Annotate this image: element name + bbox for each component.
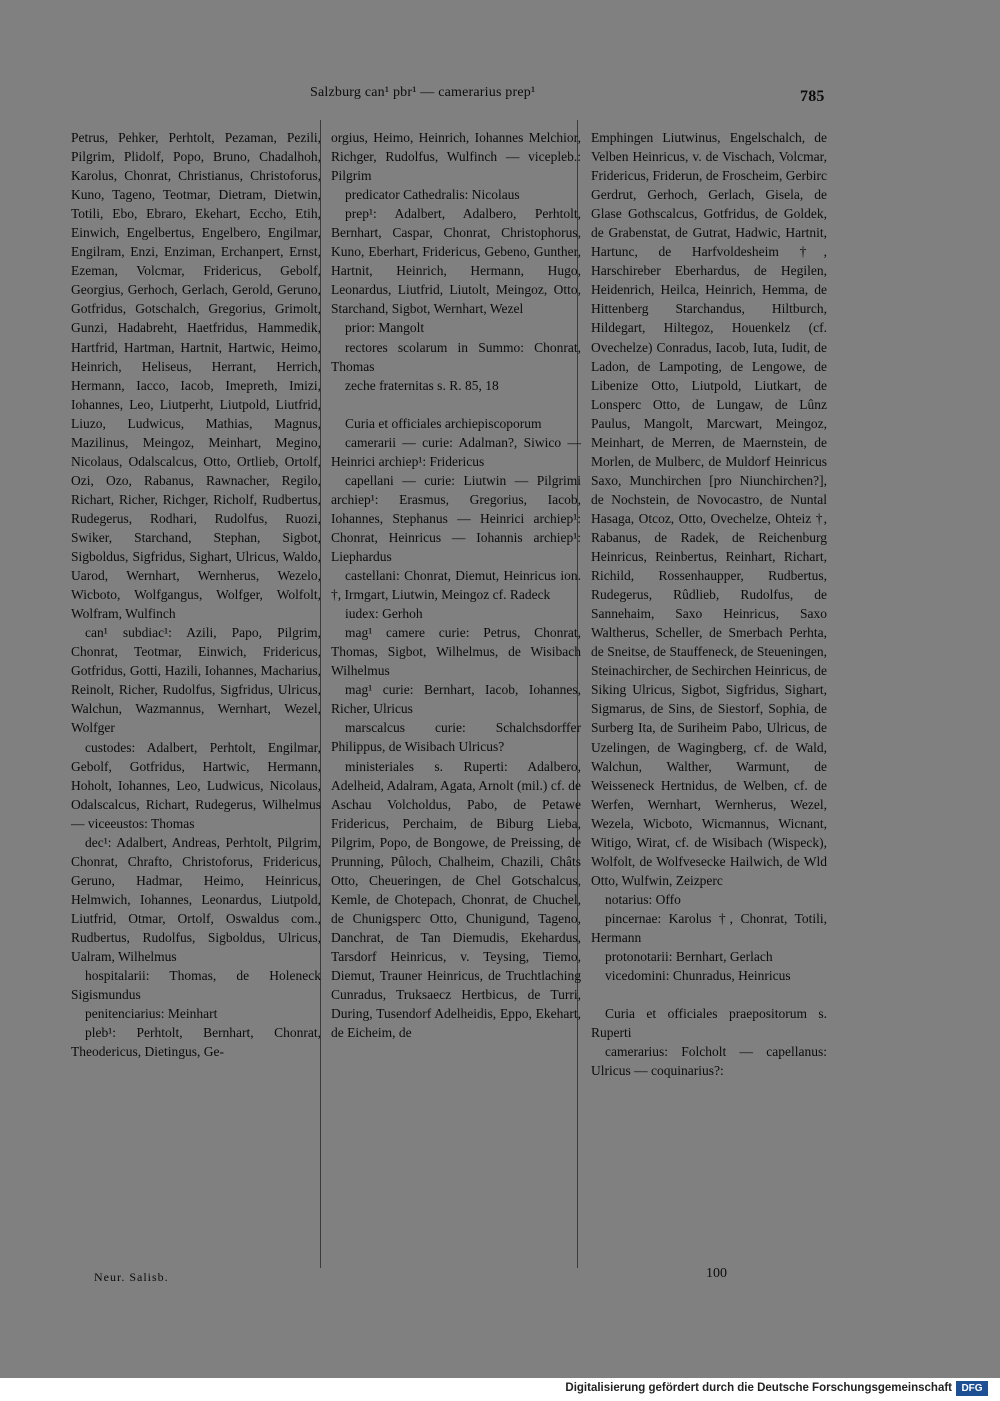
- printer-signature: Neur. Salisb.: [94, 1270, 169, 1284]
- entry: hospitalarii: Thomas, de Holeneck Sigismundus: [71, 968, 321, 1003]
- entry: ministeriales s. Ruperti: Adalbero, Adelheid, Adalram, Agata, Arnolt (mil.) cf. de Aschau Volcholdus, Pabo, de Petawe Fridericus, Perchaim, de Biburg Lieba, Pilgrim, Popo, de Bongowe, de Preissing, de Prunning, Pûloch, Chalheim, Chazili, Châts Otto, Cheueringen, de Chel Gotschalcus, Kemle, de Chotepach, Chonrat, de Chuchel, de Chunigsperc Otto, Chunigund, Tageno, Danchrat, de Tan Diemudis, Ekehardus, Tarsdorf Heinricus, v. Teysing, Tiemo, Diemut, Trauner Heinricus, de Truchtlaching Cunradus, Truksaecz Hertbicus, de Turri, During, Tusendorf Adelheidis, Eppo, Ekehart, de Eicheim, de: [331, 758, 581, 1041]
- entry: predicator Cathedralis: Nicolaus: [345, 187, 520, 203]
- entry: custodes: Adalbert, Perhtolt, Engilmar, Gebolf, Gotfridus, Hartwic, Hermann, Hoholt, Iohannes, Leo, Ludwicus, Nicolaus, Odalscalcus, Richart, Rudegerus, Wilhelmus — viceeustos: Thomas: [71, 739, 321, 831]
- entry: pleb¹: Perhtolt, Bernhart, Chonrat, Theodericus, Dietingus, Ge-: [71, 1025, 321, 1060]
- header-title: Salzburg can¹ pbr¹ — camerarius prep¹: [310, 85, 536, 100]
- section-gap: [331, 395, 581, 414]
- entry: penitenciarius: Meinhart: [85, 1006, 218, 1022]
- dfg-logo: DFG: [956, 1381, 988, 1396]
- entry: prior: Mangolt: [345, 320, 425, 336]
- entry: Petrus, Pehker, Perhtolt, Pezaman, Pezili, Pilgrim, Plidolf, Popo, Bruno, Chadalhoh, Karolus, Chonrat, Christianus, Christoforus, Kuno, Tageno, Teotmar, Dietram, Dietwin, Totili, Ebo, Ebraro, Ekehart, Eccho, Etih, Einwich, Engelbertus, Engelbero, Engilmar, Engilram, Enzi, Enziman, Erchanpert, Ernst, Ezeman, Volcmar, Fridericus, Gebolf, Georgius, Gerhoch, Gerlach, Gerold, Geruno, Gotfridus, Gotschalch, Gregorius, Grimolt, Gunzi, Hadabreht, Haetfridus, Hammedik, Hartfrid, Hartman, Hartnit, Hartwic, Heimo, Heinrich, Heliseus, Herrant, Herrich, Hermann, Iacco, Iacob, Imepreth, Imizi, Iohannes, Leo, Liutperht, Liutpold, Liutfrid, Liuzo, Ludwicus, Mathias, Magnus, Mazilinus, Meingoz, Meinhart, Megino, Nicolaus, Odalscalcus, Otto, Ortlieb, Ortolf, Ozi, Ozo, Rabanus, Rawnacher, Regilo, Richart, Richer, Richger, Richolf, Rudbertus, Rudegerus, Rodhari, Rudolfus, Ruozi, Swiker, Starchand, Stephan, Sigbot, Sigboldus, Sigfridus, Sighart, Ulricus, Waldo, Uarod, Wernhart, Wernherus, Wezelo, Wicboto, Wolfgangus, Wolfger, Wolfolt, Wolfram, Wulfinch: [71, 130, 321, 622]
- digitization-footer: [0, 1378, 1000, 1401]
- section-heading: Curia et officiales archiepiscoporum: [345, 415, 542, 431]
- entry: camerarii — curie: Adalman?, Siwico — Heinrici archiep¹: Fridericus: [331, 434, 581, 469]
- entry: can¹ subdiac¹: Azili, Papo, Pilgrim, Chonrat, Teotmar, Einwich, Fridericus, Gotfridus, Gotti, Hazili, Iohannes, Macharius, Reinolt, Richer, Rudolfus, Sigfridus, Ulricus, Walchun, Wazmannus, Wernhart, Wezel, Wolfger: [71, 625, 321, 736]
- entry: dec¹: Adalbert, Andreas, Perhtolt, Pilgrim, Chonrat, Chrafto, Christoforus, Fridericus, Geruno, Hadmar, Heimo, Heinricus, Helmwich, Iohannes, Leonardus, Liutpold, Liutfrid, Otmar, Ortolf, Oswaldus com., Rudbertus, Rudolfus, Sigboldus, Ulricus, Ualram, Wilhelmus: [71, 834, 321, 965]
- entry: Emphingen Liutwinus, Engelschalch, de Velben Heinricus, v. de Vischach, Volcmar, Fridericus, Friderun, de Froscheim, Gerbirc Gerdrut, Gerhoch, Gerlach, Gisela, de Glase Gothscalcus, Gotfridus, de Goldek, de Grabenstat, de Gutrat, Hadwic, Hartnit, Hartunc, de Harfvoldesheim †, Harschireber Eberhardus, de Hegilen, Heidenrich, Heilca, Heinrich, Hemma, de Hittenberg Starchandus, Hiltburch, Hildegart, Hiltegoz, Houenkelz (cf. Ovechelze) Conradus, Iacob, Iuta, Iudit, de Ladon, de Lampoting, de Lengowe, de Libenize Otto, Liutpold, Liutkart, de Lonsperc Otto, de Lungaw, de Lûnz Paulus, Mangolt, Marcwart, Meingoz, Meinhart, de Merren, de Maernstein, de Morlen, de Mulberc, de Muldorf Heinricus Saxo, Munchirchen [pro Niunchirchen?], de Nochstein, de Novocastro, de Nuntal Hasaga, Otcoz, Otto, Ovechelze, Ohteiz †, Rabanus, de Radek, de Reichenburg Heinricus, Reinbertus, Reinhart, Richart, Richild, Rossenhaupper, Rudbertus, Rudegerus, Rûdlieb, Rudolfus, de Sannehaim, Saxo Heinricus, Saxo Waltherus, Scheller, de Smerbach Perhta, de Sneitse, de Stauffeneck, de Steueningen, Steinachircher, de Sechirchen Heinricus, de Siking Ulricus, Sigbot, Sigfridus, Sighart, Sigmarus, de Sins, de Siestorf, Sophia, de Surberg Ita, de Suriheim Pabo, Ulricus, de Uzelingen, de Wagingberg, cf. de Wald, Walchun, Walther, Warmunt, de Weisseneck Hertnidus, de Welben, cf. de Werfen, Wernhart, Wernherus, Wezel, Wezela, Wicboto, Wicmannus, Wicnant, Witigo, Wirat, cf. de Wisibach (Wispeck), Wolfolt, de Wolfvesecke Hailwich, de Wld Otto, Wulfwin, Zeizperc: [591, 130, 827, 888]
- running-header: [310, 85, 830, 107]
- column-2: [331, 128, 581, 1042]
- entry: prep¹: Adalbert, Adalbero, Perhtolt, Bernhart, Caspar, Chonrat, Christophorus, Kuno, Eberhart, Fridericus, Gebeno, Gunther, Hartnit, Heinrich, Hermann, Hugo, Leonardus, Liutfrid, Liutolt, Meingoz, Otto, Starchand, Sigbot, Wernhart, Wezel: [331, 206, 581, 317]
- entry: notarius: Offo: [605, 891, 681, 907]
- entry: camerarius: Folcholt — capellanus: Ulricus — coquinarius?:: [591, 1044, 827, 1079]
- entry: rectores scolarum in Summo: Chonrat, Thomas: [331, 339, 581, 374]
- section-gap: [591, 985, 827, 1004]
- entry: zeche fraternitas s. R. 85, 18: [345, 377, 499, 393]
- entry: capellani — curie: Liutwin — Pilgrimi archiep¹: Erasmus, Gregorius, Iacob, Iohannes, Stephanus — Heinrici archiep¹: Chonrat, Heinricus — Iohannis archiep¹: Liephardus: [331, 472, 581, 564]
- entry: pincernae: Karolus †, Chonrat, Totili, Hermann: [591, 910, 827, 945]
- entry: mag¹ curie: Bernhart, Iacob, Iohannes, Richer, Ulricus: [331, 682, 581, 717]
- entry: protonotarii: Bernhart, Gerlach: [605, 949, 773, 965]
- column-3: [591, 128, 827, 1080]
- entry: orgius, Heimo, Heinrich, Iohannes Melchior, Richger, Rudolfus, Wulfinch — vicepleb.: Pilgrim: [331, 130, 581, 184]
- entry: vicedomini: Chunradus, Heinricus: [605, 968, 791, 984]
- page-number: 785: [800, 88, 825, 105]
- sheet-number: 100: [706, 1266, 727, 1281]
- entry: marscalcus curie: Schalchsdorffer Philippus, de Wisibach Ulricus?: [331, 720, 581, 755]
- entry: mag¹ camere curie: Petrus, Chonrat, Thomas, Sigbot, Wilhelmus, de Wisibach Wilhelmus: [331, 625, 581, 679]
- entry: iudex: Gerhoh: [345, 606, 423, 622]
- entry: castellani: Chonrat, Diemut, Heinricus ion. †, Irmgart, Liutwin, Meingoz cf. Radeck: [331, 568, 581, 603]
- footer-text: Digitalisierung gefördert durch die Deutsche Forschungsgemeinschaft: [565, 1382, 952, 1394]
- section-heading: Curia et officiales praepositorum s. Ruperti: [591, 1006, 827, 1041]
- column-1: [71, 128, 321, 1061]
